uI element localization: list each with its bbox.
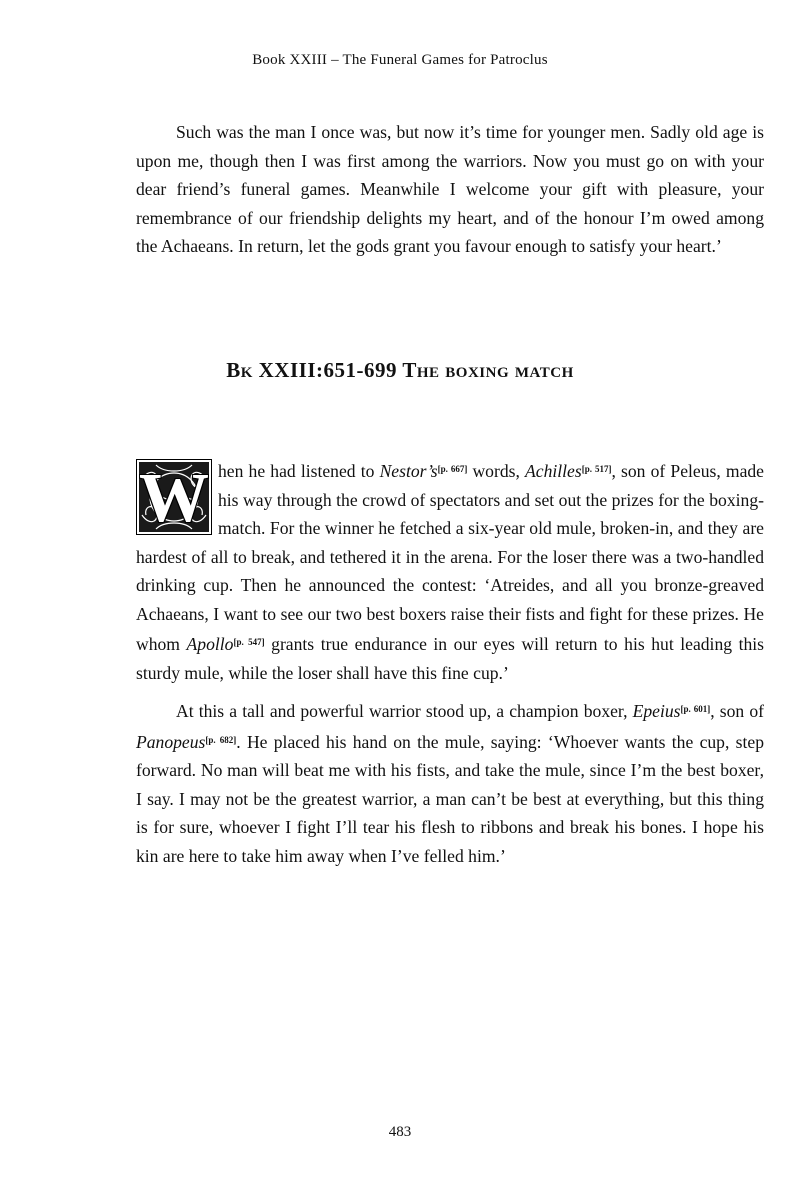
p2-text-1: At this a tall and powerful warrior stood up, a champion boxer, [176, 701, 633, 721]
p2-text-3: . He placed his hand on the mule, saying: ‘Whoever wants the cup, step forward. No man will beat me with his fists, and take the mule, since I’m the best boxer, I say. I may not be the greatest warrior, a man can’t be best at everything, but this thing is for sure, whoever I fight I’ll tear his flesh to ribbons and break his bones. I hope his kin are here to take him away when I’ve felled him.’ [136, 731, 764, 866]
name-panopeus: Panopeus [136, 731, 206, 752]
dropcap-ornament [136, 459, 212, 535]
page-ref-achilles: [p. 517] [581, 464, 612, 474]
running-header: Book XXIII – The Funeral Games for Patroclus [252, 52, 548, 68]
intro-text-block [136, 118, 764, 261]
page-ref-epeius: [p. 601] [680, 704, 711, 714]
p1-text-3: , son of Peleus, made his way through the crowd of spectators and set out the prizes for the boxing-match. For the winner he fetched a six-year old mule, broken-in, and they are hardest of all to break, and tethered it in the arena. For the loser there was a two-handled drinking cup. Then he announced the contest: ‘Atreides, and all you bronze-greaved Achaeans, I want to see our two best boxers raise their fists and fight for these prizes. He whom [136, 461, 764, 654]
name-apollo: Apollo [186, 634, 234, 654]
p1-text-4: grants true endurance in our eyes will return to his hut leading this sturdy mule, while the loser shall have this fine cup.’ [136, 634, 764, 683]
name-epeius: Epeius [632, 701, 681, 721]
page-ref-nestor: [p. 667] [437, 464, 468, 474]
name-achilles: Achilles [525, 461, 582, 481]
section-text-block [136, 455, 764, 870]
p1-text-1: hen he had listened to [218, 461, 380, 481]
page-number: 483 [388, 1124, 412, 1140]
p2-text-2: , son of [710, 701, 765, 721]
intro-paragraph: Such was the man I once was, but now it’s time for younger men. Sadly old age is upon me, though then I was first among the warriors. Now you must go on with your dear friend’s funeral games. Meanwhile I welcome your gift with pleasure, your remembrance of our friendship delights my heart, and of the honour I’m owed among the Achaeans. In return, let the gods grant you favour enough to satisfy your heart.’ [136, 122, 764, 256]
dropcap-letter: W [139, 460, 209, 537]
p1-text-2: words, [467, 461, 526, 481]
paragraph-boxing-2 [136, 695, 764, 870]
page-ref-apollo: [p. 547] [233, 637, 265, 647]
page-ref-panopeus: [p. 682] [205, 734, 237, 745]
paragraph-boxing-1 [136, 455, 764, 687]
name-nestor: Nestor’s [379, 461, 438, 481]
section-heading: Bk XXIII:651-699 The boxing match [226, 358, 574, 382]
